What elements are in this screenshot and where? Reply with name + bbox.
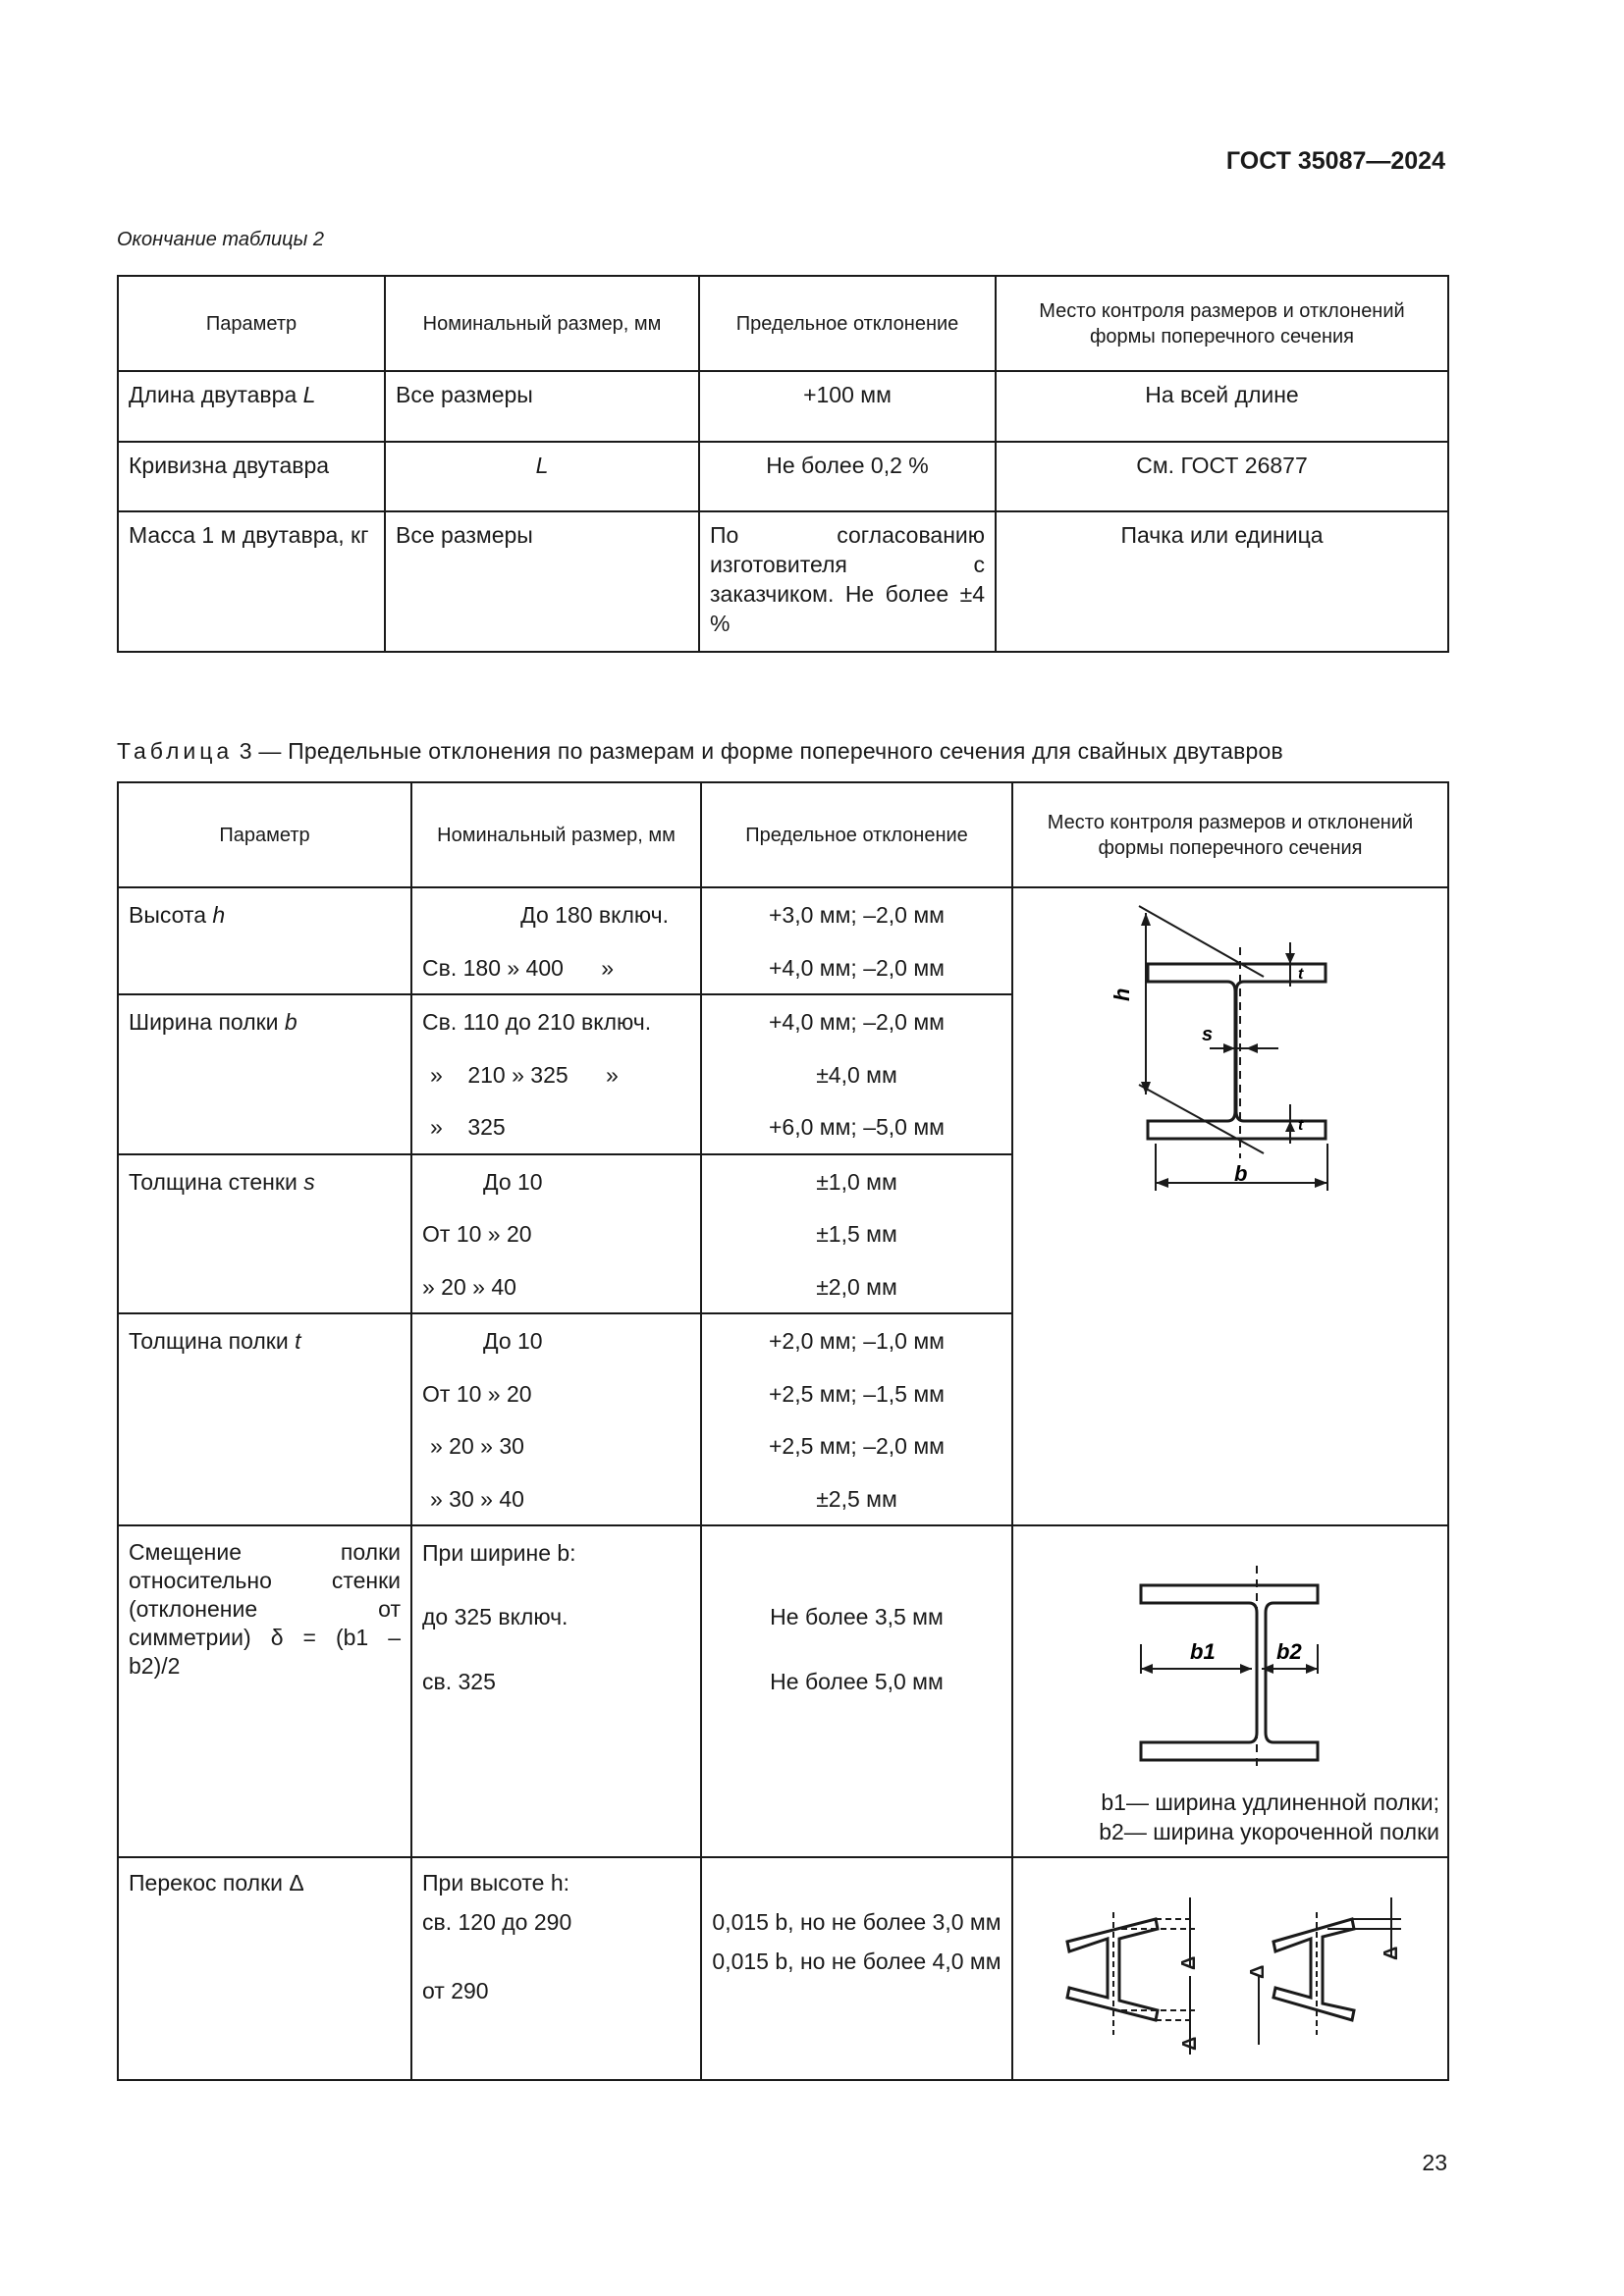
table-row [118,371,1448,442]
size-line: Св. 180 » 400 » [422,954,615,981]
size-cell: Все размеры [385,511,699,652]
deviation-line: 0,015 b, но не более 3,0 мм [712,1909,1001,1935]
deviation-line: ±4,0 мм [816,1061,897,1088]
size-line: св. 120 до 290 [422,1909,572,1935]
param-text: Толщина стенки [129,1168,298,1195]
deviation-line: Не более 3,5 мм [770,1604,944,1629]
label-b: b [1234,1161,1248,1186]
param-text: Высота [129,902,206,928]
figure-cell-ibeam [1012,887,1448,1525]
header-size: Номинальный размер, мм [411,782,701,887]
size-head: При ширине b: [422,1540,576,1566]
size-cell: L [385,442,699,511]
size-line: до 325 включ. [422,1604,568,1629]
param-cell: Перекос полки Δ [118,1857,411,2080]
header-deviation: Предельное отклонение [699,276,996,371]
table-row [118,1525,1448,1857]
size-line: До 180 включ. [520,902,669,928]
header-place: Место контроля размеров и отклонений формы поперечного сечения [996,276,1448,371]
header-param: Параметр [118,782,411,887]
table-row [118,511,1448,652]
caption-b1: b1— ширина удлиненной полки; [1101,1789,1439,1815]
delta-label: Δ [1380,1946,1402,1960]
label-b2: b2 [1276,1639,1302,1664]
deviation-line: ±2,5 мм [816,1485,897,1512]
place-cell: Пачка или единица [996,511,1448,652]
size-line: » 20 » 30 [430,1433,524,1459]
size-line: Св. 110 до 210 включ. [422,1009,652,1035]
param-cell: Масса 1 м двутавра, кг [118,511,385,652]
deviation-line: Не более 5,0 мм [770,1669,944,1694]
document-code: ГОСТ 35087—2024 [1225,147,1445,175]
deviation-line: +4,0 мм; –2,0 мм [769,954,945,981]
param-var: s [303,1168,315,1195]
deviation-line: +4,0 мм; –2,0 мм [769,1009,945,1035]
figure-cell-skew [1012,1857,1448,2080]
label-t-bottom: t [1298,1117,1304,1134]
size-line: » 30 » 40 [430,1485,524,1512]
table-word: Таблица [117,738,234,764]
header-place: Место контроля размеров и отклонений формы поперечного сечения [1012,782,1448,887]
deviation-line: +2,5 мм; –1,5 мм [769,1380,945,1407]
table-row [118,1857,1448,2080]
size-line: До 10 [483,1168,543,1195]
table-continuation-label: Окончание таблицы 2 [117,229,325,250]
param-var: L [302,382,316,407]
label-t-top: t [1298,966,1304,983]
param-var: t [295,1328,301,1354]
deviation-line: +2,5 мм; –2,0 мм [769,1433,945,1459]
size-line: До 10 [483,1328,543,1354]
param-var: h [212,902,226,928]
table-row [118,442,1448,511]
param-cell: Кривизна двутавра [118,442,385,511]
delta-label: Δ [1179,2036,1201,2051]
param-cell: Смещение полки относительно стенки (отклонение от симметрии) δ = (b1 – b2)/2 [118,1525,411,1857]
table-3-title [117,738,1283,765]
size-line: » 20 » 40 [422,1273,516,1300]
deviation-line: ±1,0 мм [816,1168,897,1195]
page-number: 23 [1422,2150,1447,2175]
deviation-line: ±1,5 мм [816,1221,897,1247]
label-s: s [1202,1024,1214,1045]
size-line: » 325 [430,1114,506,1140]
size-line: » 210 » 325 » [430,1061,619,1088]
header-size: Номинальный размер, мм [385,276,699,371]
param-text: Ширина полки [129,1009,279,1035]
size-line: От 10 » 20 [422,1380,532,1407]
size-line: От 10 » 20 [422,1221,532,1247]
param-var: b [284,1009,298,1035]
header-deviation: Предельное отклонение [701,782,1012,887]
skew-diagram [1013,1858,1445,2074]
deviation-cell: +100 мм [699,371,996,442]
ibeam-dimension-diagram [1013,888,1445,1517]
deviation-line: 0,015 b, но не более 4,0 мм [712,1949,1001,1974]
offset-diagram [1013,1526,1445,1772]
size-head: При высоте h: [422,1870,569,1896]
place-cell: На всей длине [996,371,1448,442]
table-2 [117,275,1449,653]
param-text: Длина двутавра [129,382,298,407]
delta-label: Δ [1247,1964,1269,1979]
table-3 [117,781,1449,2081]
size-line: св. 325 [422,1669,496,1694]
caption-b2: b2— ширина укороченной полки [1099,1819,1439,1844]
deviation-line: +6,0 мм; –5,0 мм [769,1114,945,1140]
label-b1: b1 [1190,1639,1216,1664]
param-text: Толщина полки [129,1328,289,1354]
deviation-cell: По согласованию изготовителя с заказчиком. Не более ±4 % [699,511,996,652]
deviation-line: +3,0 мм; –2,0 мм [769,902,945,928]
place-cell: См. ГОСТ 26877 [996,442,1448,511]
deviation-line: ±2,0 мм [816,1273,897,1300]
label-h: h [1110,988,1134,1001]
header-param: Параметр [118,276,385,371]
size-line: от 290 [422,1978,489,2003]
deviation-line: +2,0 мм; –1,0 мм [769,1328,945,1354]
figure-cell-offset [1012,1525,1448,1857]
table-row [118,887,1448,994]
delta-label: Δ [1178,1955,1200,1970]
deviation-cell: Не более 0,2 % [699,442,996,511]
table-title-text: 3 — Предельные отклонения по размерам и форме поперечного сечения для свайных двутавров [239,738,1283,764]
size-cell: Все размеры [385,371,699,442]
